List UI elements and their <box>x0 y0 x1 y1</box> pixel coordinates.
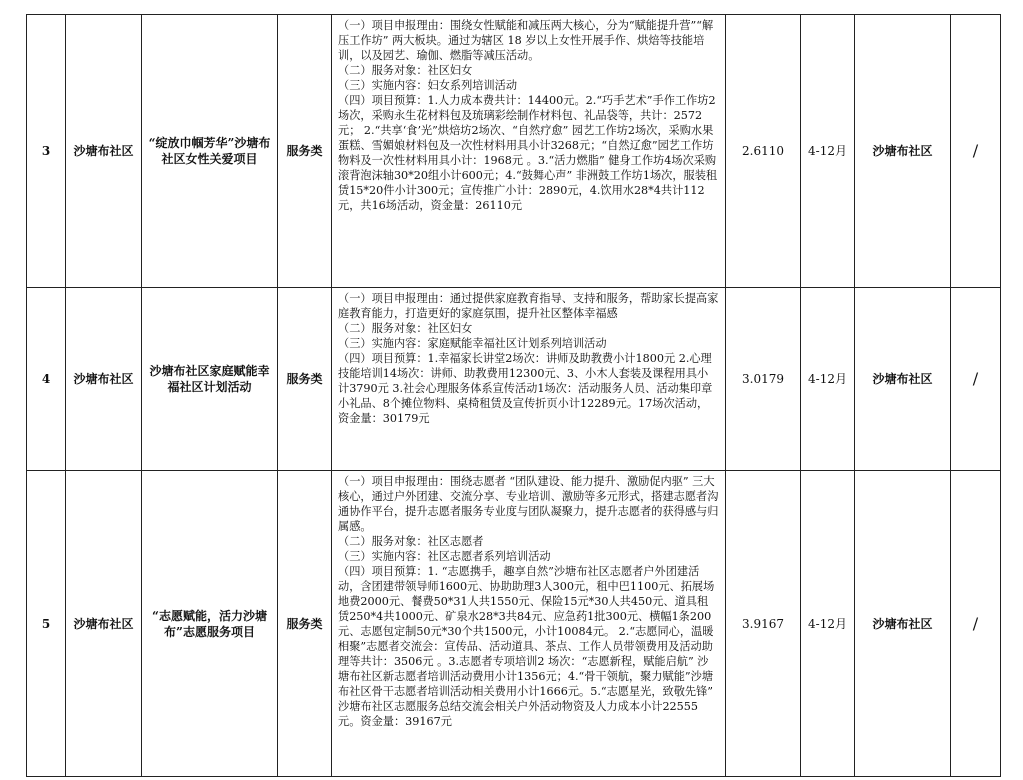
project-details-cell <box>332 288 726 471</box>
project-name-cell <box>142 288 278 471</box>
project-name: 沙塘布社区家庭赋能幸福社区计划活动 <box>149 364 270 394</box>
project-details-cell <box>332 471 726 777</box>
category-cell: 服务类 <box>278 15 332 288</box>
project-name: “志愿赋能，活力沙塘布”志愿服务项目 <box>152 608 267 639</box>
community-cell: 沙塘布社区 <box>66 471 142 777</box>
project-name-cell <box>142 471 278 777</box>
detail-budget: （四）项目预算：1.幸福家长讲堂2场次：讲师及助教费小计1800元 2.心理技能培训14场次：讲师、助教费用12300元、3、小木人套装及课程用具小计3790元 3.社会心理服务体系宣传活动1场次：活动服务人员、活动集印章小礼品、8个摊位物料、桌椅租赁及宣传折页小计12289元。17场次活动，资金量：30179元 <box>338 352 713 425</box>
detail-target: （二）服务对象：社区志愿者 <box>338 535 484 548</box>
community-cell: 沙塘布社区 <box>66 15 142 288</box>
row-index: 3 <box>27 15 66 288</box>
table-row <box>27 471 1001 777</box>
period-cell: 4-12月 <box>801 15 855 288</box>
remark-cell: / <box>951 471 1001 777</box>
detail-target: （二）服务对象：社区妇女 <box>338 64 473 77</box>
row-index: 4 <box>27 288 66 471</box>
detail-reason: （一）项目申报理由：围绕志愿者 “团队建设、能力提升、激励促内驱” 三大核心，通过户外团建、交流分享、专业培训、激励等多元形式，搭建志愿者沟通协作平台，提升志愿者服务专业度与团队凝聚力，提升志愿者的获得感与归属感。 <box>338 475 719 533</box>
amount-cell: 3.0179 <box>726 288 801 471</box>
category-cell: 服务类 <box>278 288 332 471</box>
remark-cell: / <box>951 15 1001 288</box>
period-cell: 4-12月 <box>801 471 855 777</box>
project-name: “绽放巾帼芳华”沙塘布社区女性关爱项目 <box>148 136 271 166</box>
remark-cell: / <box>951 288 1001 471</box>
table-row <box>27 15 1001 288</box>
project-name-cell <box>142 15 278 288</box>
table-row <box>27 288 1001 471</box>
detail-content: （三）实施内容：妇女系列培训活动 <box>338 79 518 92</box>
detail-budget: （四）项目预算：1.人力成本费共计：14400元。2.“巧手艺术”手作工作坊2场次，采购永生花材料包及琉璃彩绘制作材料包、礼品袋等，共计：2572元； 2.“共享‘食’光”烘焙坊2场次、“自然疗愈” 园艺工作坊2场次，采购水果蛋糕、雪媚娘材料包及一次性材料用具小计3268元；“自然辽愈”园艺工作坊物料及一次性材料用具小计：1968元 。3.“活力燃脂” 健身工作坊4场次采购滚背泡沫轴30*20组小计600元；4.“鼓舞心声” 非洲鼓工作坊1场次，服装租赁15*20件小计300元；宣传推广小计：2890元，4.饮用水28*4共计112元，共16场活动，资金量：26110元 <box>338 94 718 212</box>
amount-cell: 3.9167 <box>726 471 801 777</box>
community-cell: 沙塘布社区 <box>66 288 142 471</box>
amount-cell: 2.6110 <box>726 15 801 288</box>
location-cell: 沙塘布社区 <box>855 471 951 777</box>
detail-content: （三）实施内容：家庭赋能幸福社区计划系列培训活动 <box>338 337 607 350</box>
location-cell: 沙塘布社区 <box>855 288 951 471</box>
detail-reason: （一）项目申报理由：围绕女性赋能和减压两大核心，分为“赋能提升营”“解压工作坊” 两大板块。通过为辖区 18 岁以上女性开展手作、烘焙等技能培训，以及园艺、瑜伽、燃脂等减压活动。 <box>338 19 714 62</box>
period-cell: 4-12月 <box>801 288 855 471</box>
detail-target: （二）服务对象：社区妇女 <box>338 322 473 335</box>
location-cell: 沙塘布社区 <box>855 15 951 288</box>
category-cell: 服务类 <box>278 471 332 777</box>
detail-content: （三）实施内容：社区志愿者系列培训活动 <box>338 550 551 563</box>
row-index: 5 <box>27 471 66 777</box>
project-table <box>26 14 1001 777</box>
project-details-cell <box>332 15 726 288</box>
detail-budget: （四）项目预算：1. “志愿携手，趣享自然”沙塘布社区志愿者户外团建活动，含团建带领导师1600元、协助助理3人300元，租中巴1100元、拓展场地费2000元、餐费50*31人共1550元、保险15元*30人共450元、道具租赁250*4共1000元、矿泉水28*3共84元、应急药1批300元、横幅1条200元、志愿包定制50元*30个共1500元，小计10084元。 2.“志愿同心，温暖相聚”志愿者交流会：宣传品、活动道具、茶点、工作人员带领费用及活动助理等共计：3506元 。3.志愿者专项培训2 场次：“志愿新程，赋能启航” 沙塘布社区新志愿者培训活动费用小计1356元；4.“骨干领航，聚力赋能”沙塘布社区骨干志愿者培训活动相关费用小计1666元。5.“志愿星光，致敬先锋” 沙塘布社区志愿服务总结交流会相关户外活动物资及人力成本小计22555元。资金量：39167元 <box>338 565 715 728</box>
detail-reason: （一）项目申报理由：通过提供家庭教育指导、支持和服务，帮助家长提高家庭教育能力，打造更好的家庭氛围，提升社区整体幸福感 <box>338 292 719 320</box>
